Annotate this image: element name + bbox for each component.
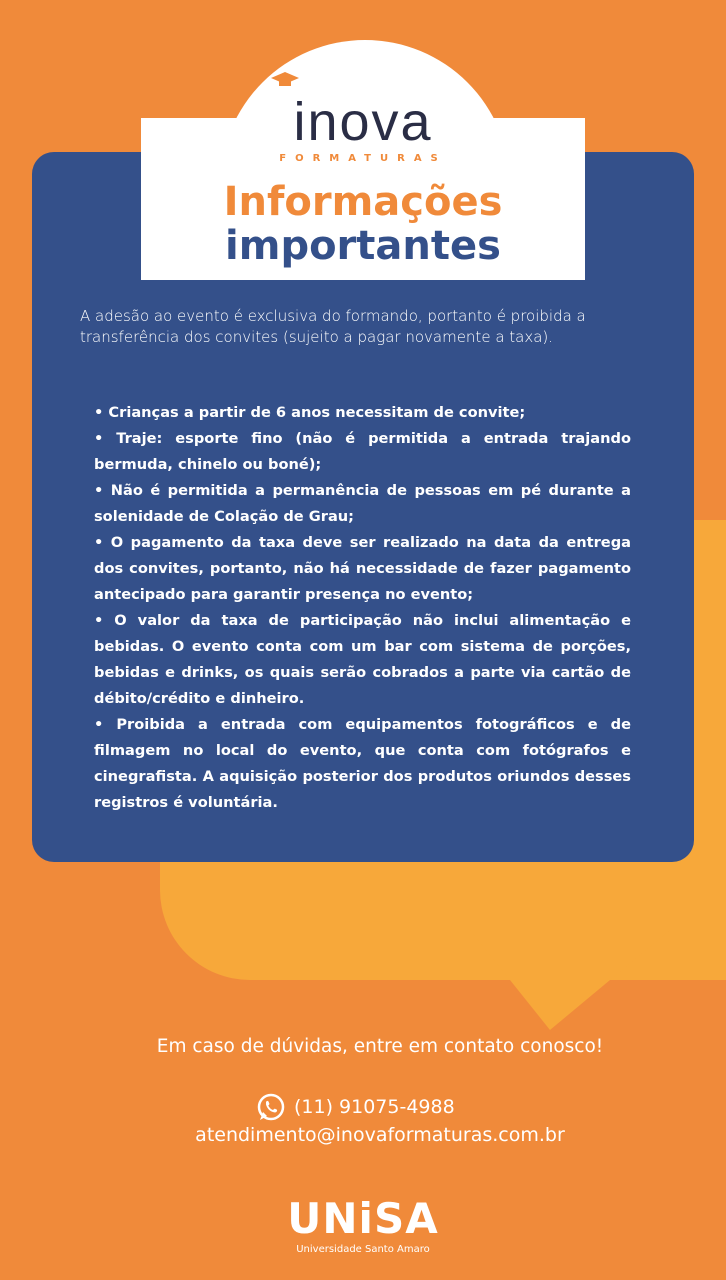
logo-word: inova: [293, 92, 433, 152]
list-item: • Crianças a partir de 6 anos necessitam de convite;: [94, 404, 526, 421]
phone-number: (11) 91075-4988: [294, 1096, 455, 1118]
partner-name: UNiSA: [287, 1194, 439, 1243]
graduation-cap-icon: [270, 70, 300, 90]
phone-contact[interactable]: [256, 1092, 455, 1122]
logo-subtitle: FORMATURAS: [279, 153, 447, 164]
title-line-1: Informações: [223, 179, 503, 225]
list-item: • O valor da taxa de participação não inclui alimentação e bebidas. O evento conta com um bar com sistema de porções, bebidas e drinks, os quais serão cobrados a parte via cartão de débito/crédito e dinheiro.: [94, 612, 631, 707]
list-item: • O pagamento da taxa deve ser realizado na data da entrega dos convites, portanto, não há necessidade de fazer pagamento antecipado para garantir presença no evento;: [94, 534, 631, 603]
page-title: [141, 179, 585, 269]
partner-logo: [0, 1194, 726, 1255]
list-item: • Não é permitida a permanência de pessoas em pé durante a solenidade de Colação de Grau;: [94, 482, 631, 525]
info-list: [94, 400, 631, 816]
intro-text: A adesão ao evento é exclusiva do formando, portanto é proibida a transferência dos convites (sujeito a pagar novamente a taxa).: [80, 307, 586, 346]
partner-subtitle: Universidade Santo Amaro: [296, 1244, 430, 1255]
list-item: • Traje: esporte fino (não é permitida a entrada trajando bermuda, chinelo ou boné);: [94, 430, 631, 473]
background-bubble-tail: [470, 930, 670, 1030]
email-link[interactable]: atendimento@inovaformaturas.com.br: [195, 1124, 565, 1146]
contact-question: Em caso de dúvidas, entre em contato conosco!: [156, 1036, 604, 1057]
whatsapp-icon: [256, 1092, 286, 1122]
title-line-2: importantes: [225, 223, 501, 269]
brand-logo: [0, 92, 726, 164]
list-item: • Proibida a entrada com equipamentos fotográficos e de filmagem no local do evento, que conta com fotógrafos e cinegrafista. A aquisição posterior dos produtos oriundos desses registros é voluntária.: [94, 716, 631, 811]
